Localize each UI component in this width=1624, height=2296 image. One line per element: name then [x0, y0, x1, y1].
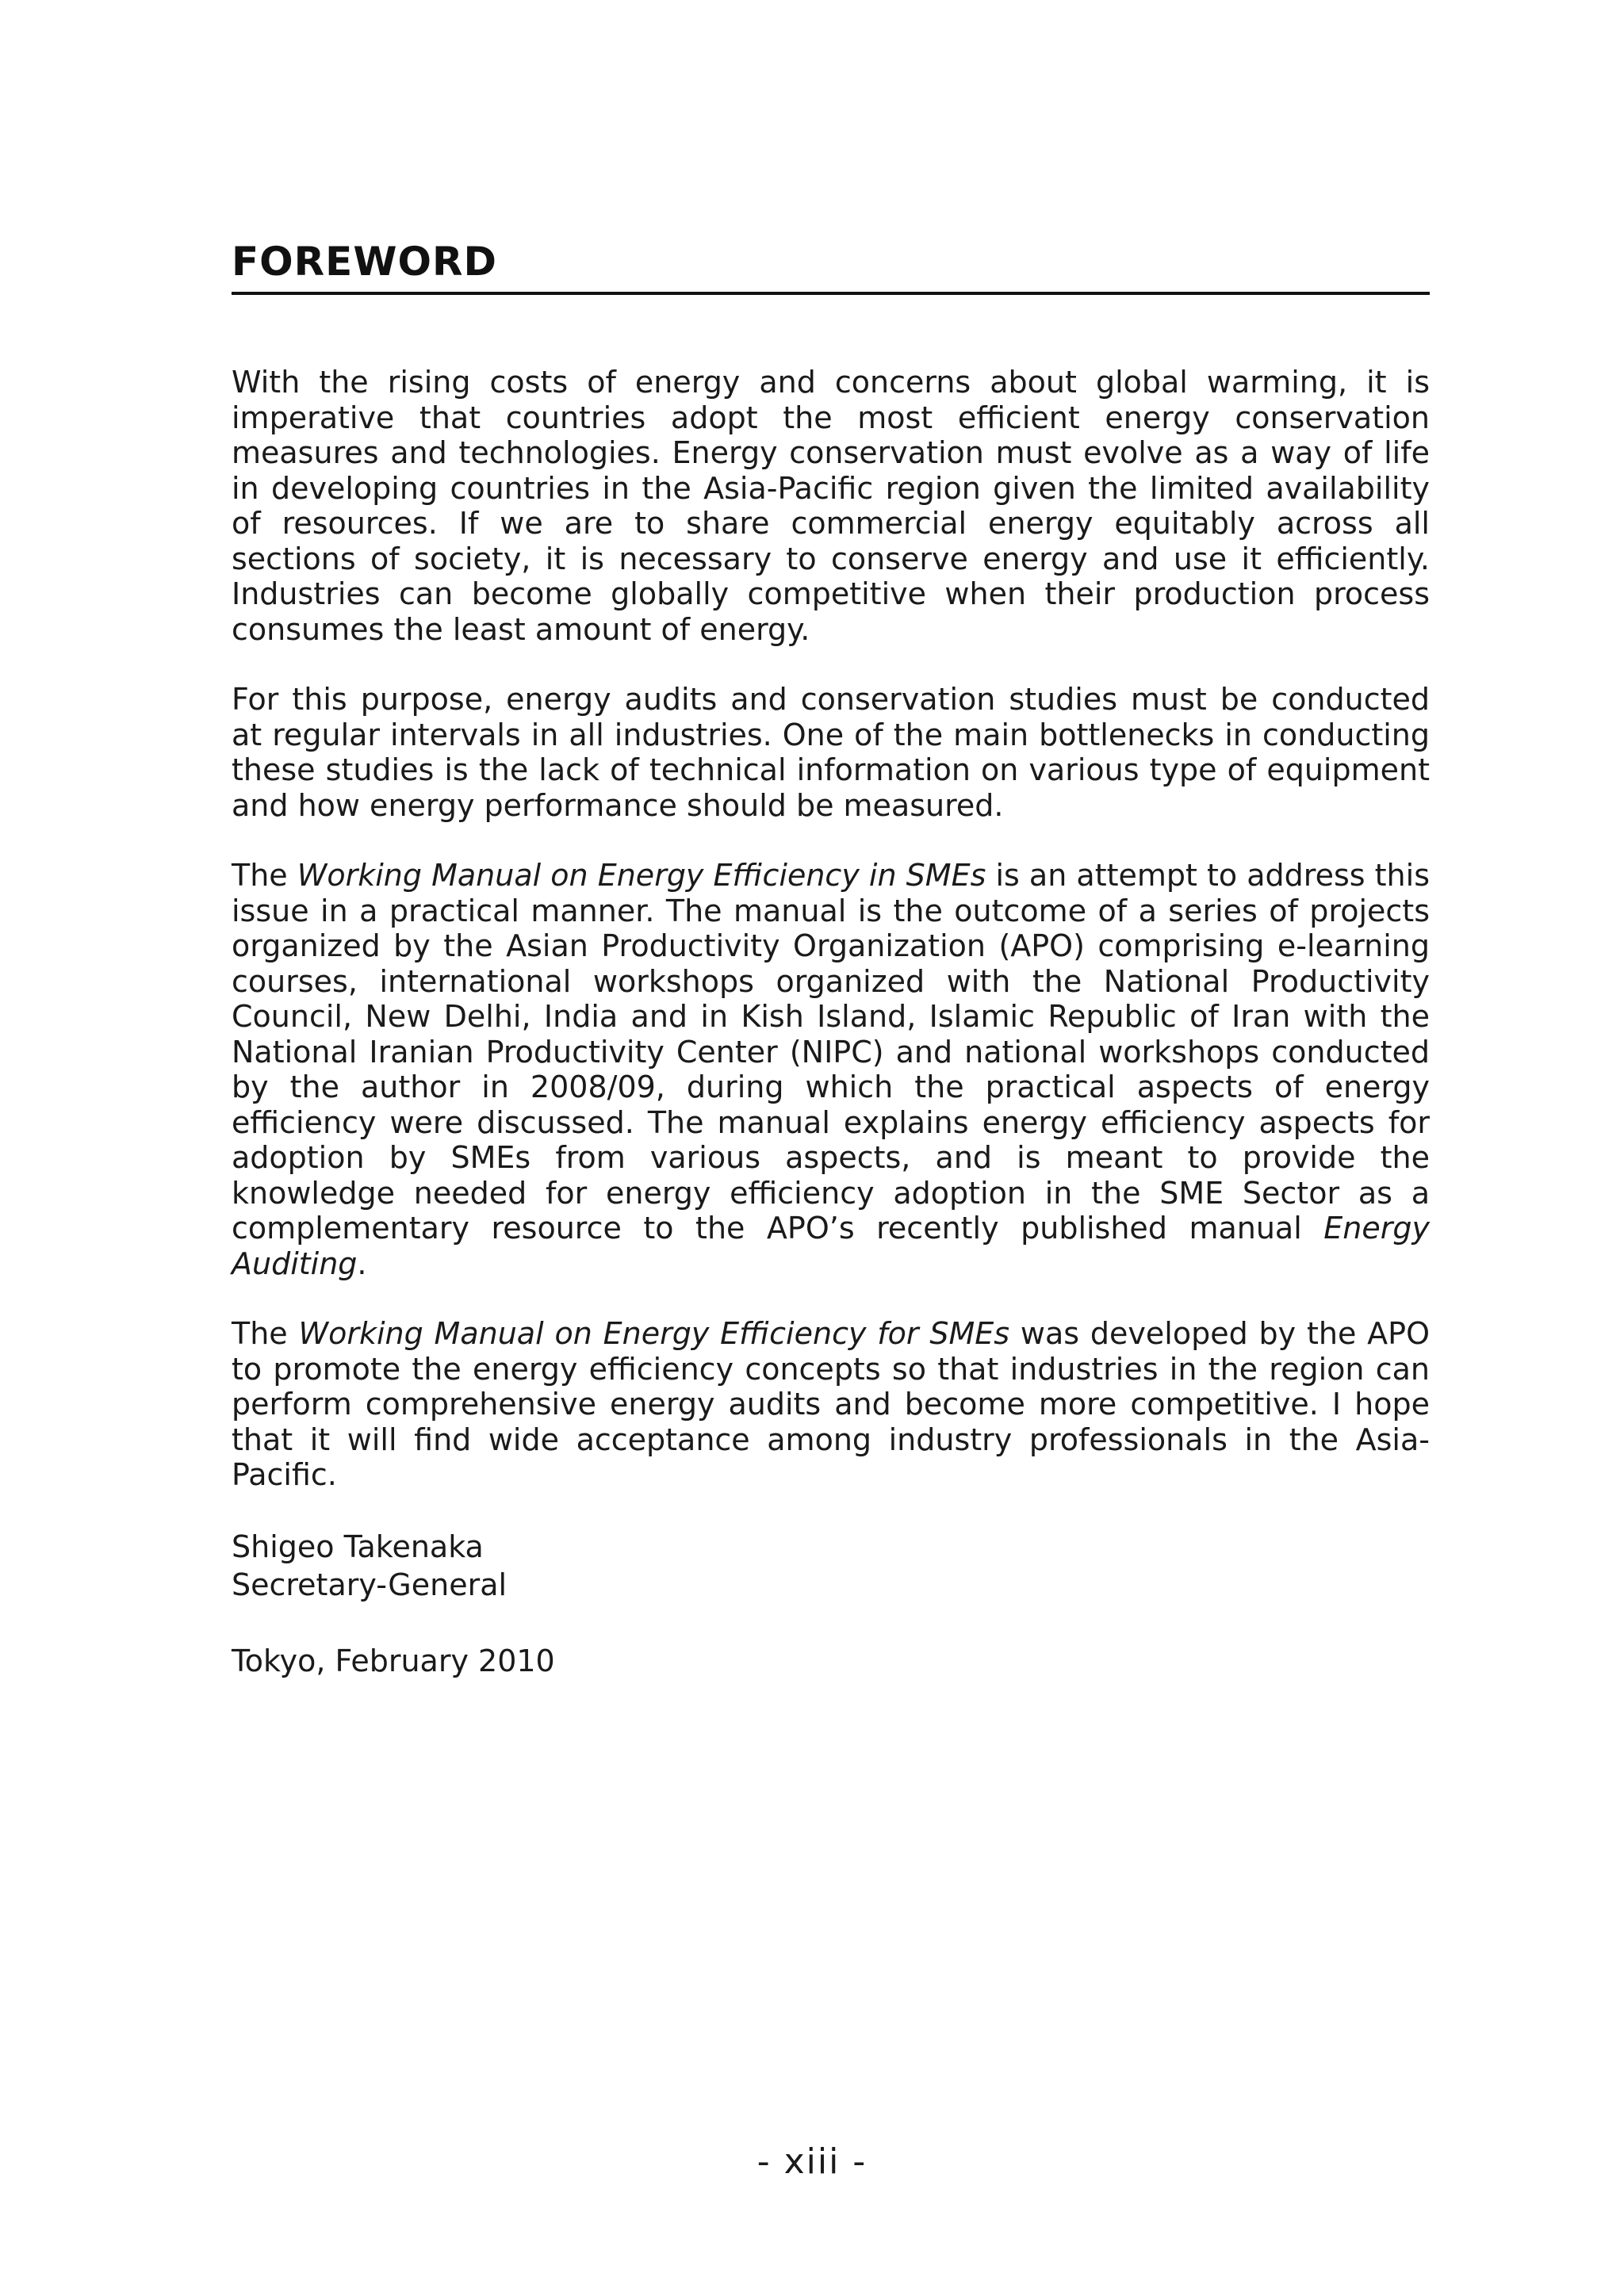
- paragraph-3: [232, 858, 1430, 1281]
- paragraph-2: For this purpose, energy audits and conservation studies must be conducted at regular intervals in all industries. One of the main bottlenecks in conducting these studies is the lack of technical information on various type of equipment and how energy performance should be measured.: [232, 682, 1430, 823]
- manual-title-for-italic: Working Manual on Energy Efficiency for SMEs: [298, 1316, 1010, 1351]
- paragraph-4-pre: The: [232, 1316, 299, 1351]
- signature-title: Secretary-General: [232, 1567, 508, 1602]
- signature-name: Shigeo Takenaka: [232, 1529, 484, 1564]
- foreword-content: [232, 238, 1430, 1680]
- paragraph-3-post: .: [357, 1246, 367, 1281]
- paragraph-3-pre: The: [232, 858, 297, 893]
- paragraph-1: With the rising costs of energy and concerns about global warming, it is imperative that countries adopt the most efficient energy conservation measures and technologies. Energy conservation must evolve as a way of life in developing countries in the Asia-Pacific region given the limited availability of resources. If we are to share commercial energy equitably across all sections of society, it is necessary to conserve energy and use it efficiently. Industries can become globally competitive when their production process consumes the least amount of energy.: [232, 365, 1430, 647]
- paragraph-3-body: is an attempt to address this issue in a practical manner. The manual is the outcome of a series of projects organized by the Asian Productivity Organization (APO) comprising e-learning courses, international workshops organized with the National Productivity Council, New Delhi, India and in Kish Island, Islamic Republic of Iran with the National Iranian Productivity Center (NIPC) and national workshops conducted by the author in 2008/09, during which the practical aspects of energy efficiency were discussed. The manual explains energy efficiency aspects for adoption by SMEs from various aspects, and is meant to provide the knowledge needed for energy efficiency adoption in the SME Sector as a complementary resource to the APO’s recently published manual: [232, 858, 1430, 1246]
- paragraph-4: [232, 1316, 1430, 1493]
- title-underline: [232, 292, 1430, 295]
- paragraph-4-body: was developed by the APO to promote the energy efficiency concepts so that industries in the region can perform comprehensive energy audits and become more competitive. I hope that it will find wide acceptance among industry professionals in the Asia-Pacific.: [232, 1316, 1430, 1492]
- manual-title-italic: Working Manual on Energy Efficiency in SMEs: [297, 858, 986, 893]
- energy-auditing-title-italic: Energy Auditing: [232, 1211, 1430, 1281]
- page-title: FOREWORD: [232, 239, 497, 285]
- page-number: - xiii -: [756, 2141, 868, 2182]
- signature-place-date: Tokyo, February 2010: [232, 1643, 555, 1678]
